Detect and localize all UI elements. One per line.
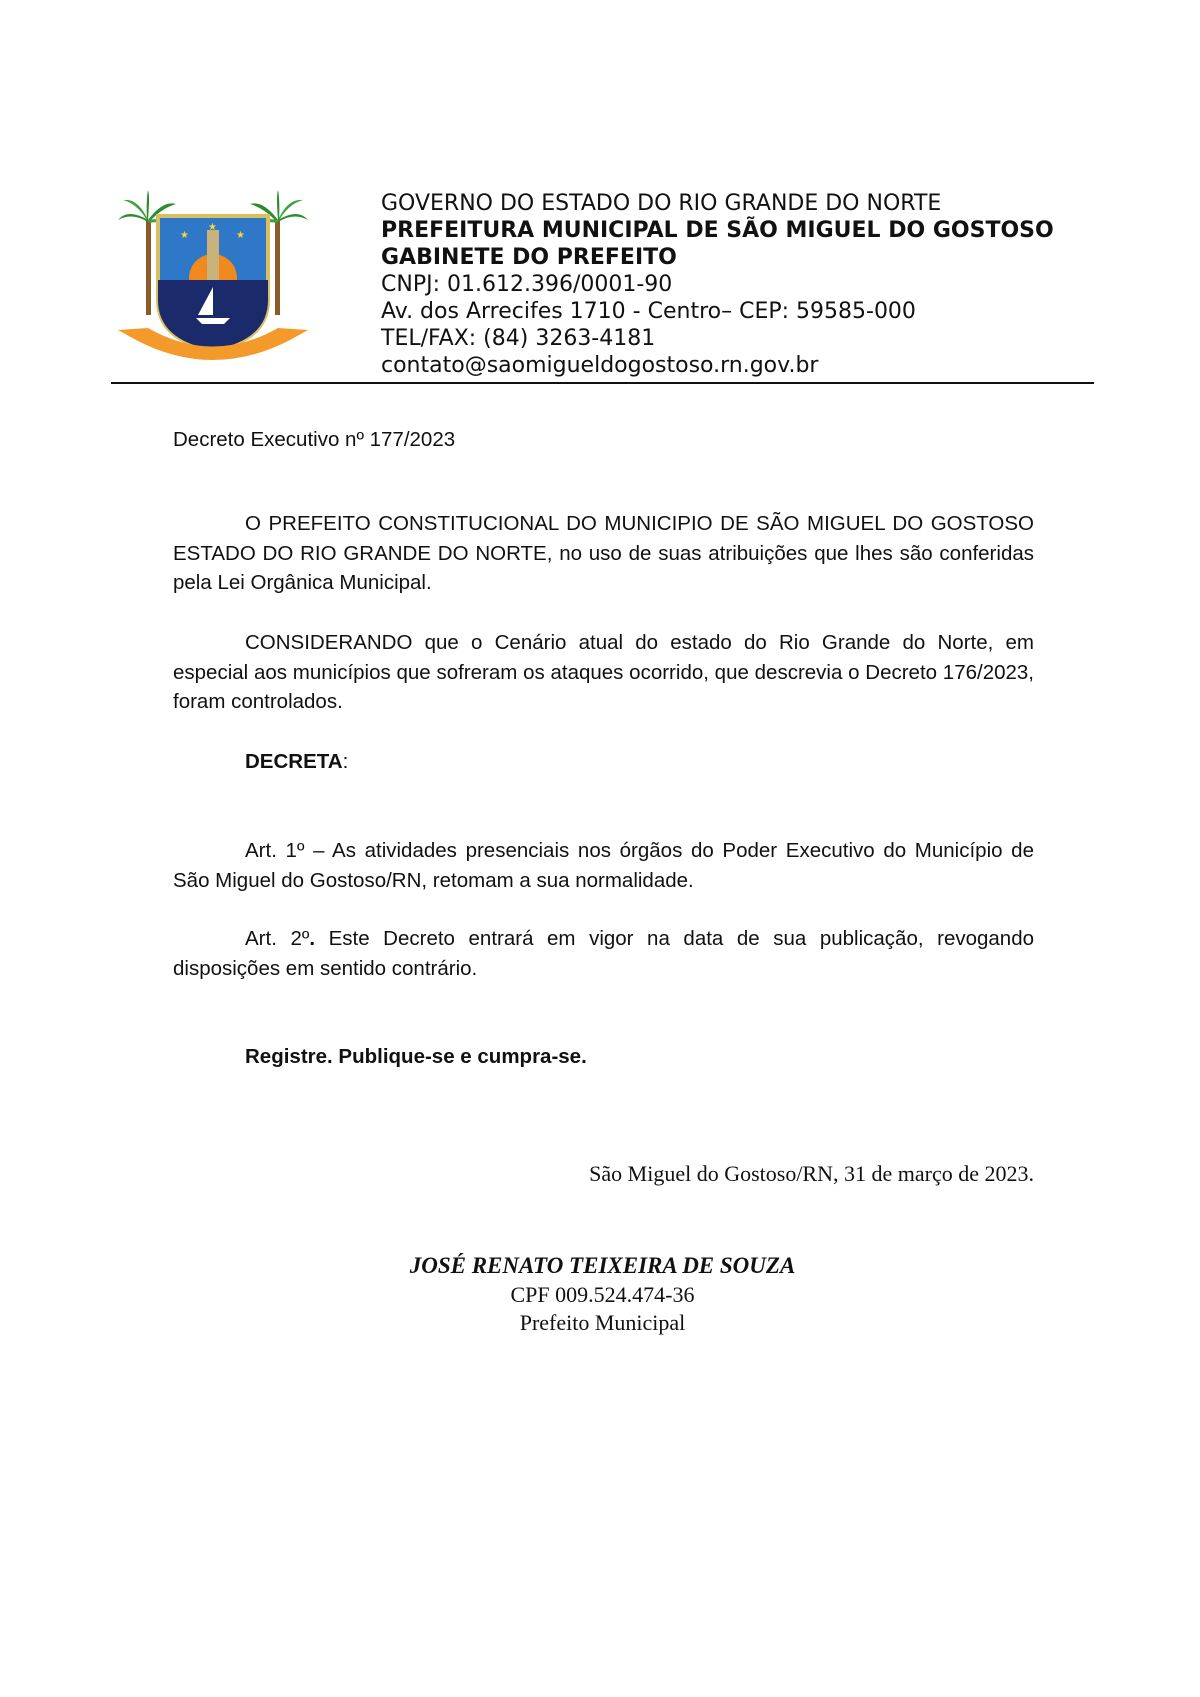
signatory-cpf: CPF 009.524.474-36 [510, 1282, 695, 1307]
article-1: Art. 1º – As atividades presenciais nos órgãos do Poder Executivo do Município de São Miguel do Gostoso/RN, retomam a sua normalidade. [173, 839, 1034, 892]
header-divider [111, 382, 1094, 384]
header-line-cnpj: CNPJ: 01.612.396/0001-90 [381, 272, 673, 297]
svg-text:★: ★ [180, 230, 189, 241]
decree-title: Decreto Executivo nº 177/2023 [173, 428, 456, 451]
header-line-phone: TEL/FAX: (84) 3263-4181 [381, 326, 656, 351]
signatory-name: JOSÉ RENATO TEIXEIRA DE SOUZA [409, 1253, 796, 1278]
header-line-prefecture: PREFEITURA MUNICIPAL DE SÃO MIGUEL DO GOSTOSO [381, 218, 1054, 243]
decreta-label: DECRETA [245, 750, 343, 773]
article-2-text: Este Decreto entrará em vigor na data de sua publicação, revogando disposições em sentido contrário. [173, 927, 1034, 980]
place-and-date: São Miguel do Gostoso/RN, 31 de março de 2023. [589, 1161, 1034, 1186]
header-line-email: contato@saomigueldogostoso.rn.gov.br [381, 353, 819, 378]
letterhead-text [381, 190, 1054, 379]
closing-formula: Registre. Publique-se e cumpra-se. [245, 1045, 587, 1068]
signatory-role: Prefeito Municipal [519, 1310, 686, 1335]
article-2 [173, 924, 1034, 983]
header-line-state: GOVERNO DO ESTADO DO RIO GRANDE DO NORTE [381, 191, 942, 216]
article-2-dot: . [309, 927, 316, 950]
svg-text:★: ★ [236, 230, 245, 241]
header-line-address: Av. dos Arrecifes 1710 - Centro– CEP: 59585-000 [381, 299, 916, 324]
preamble-paragraph: O PREFEITO CONSTITUCIONAL DO MUNICIPIO DE SÃO MIGUEL DO GOSTOSO ESTADO DO RIO GRANDE DO NORTE, no uso de suas atribuições que lhes são conferidas pela Lei Orgânica Municipal. [173, 512, 1034, 594]
svg-text:★: ★ [208, 222, 217, 233]
considerando-paragraph: CONSIDERANDO que o Cenário atual do estado do Rio Grande do Norte, em especial aos municípios que sofreram os ataques ocorrido, que descrevia o Decreto 176/2023, foram controlados. [173, 631, 1034, 713]
decreta-colon: : [342, 750, 349, 773]
letterhead [0, 0, 1200, 390]
article-2-label: Art. 2º [245, 927, 310, 950]
header-line-cabinet: GABINETE DO PREFEITO [381, 245, 677, 270]
decreta-heading [173, 747, 1034, 777]
municipal-crest-logo [118, 190, 308, 370]
